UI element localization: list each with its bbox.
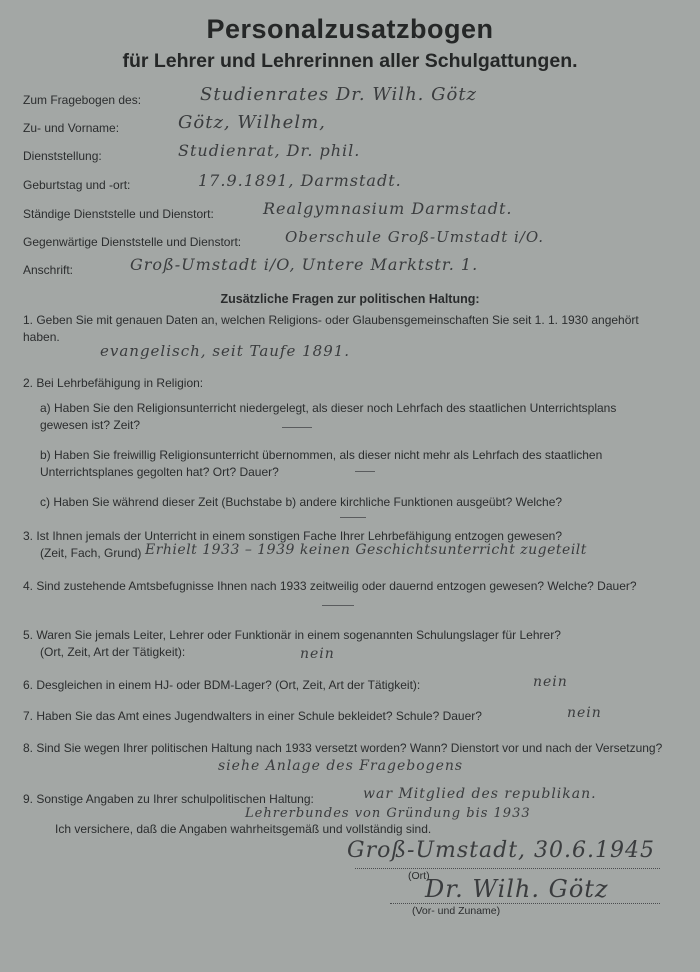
field-value-gegenwaertige-dienststelle: Oberschule Groß-Umstadt i/O.: [285, 228, 545, 246]
answer-7: nein: [567, 705, 602, 721]
field-value-anschrift: Groß-Umstadt i/O, Untere Marktstr. 1.: [130, 255, 479, 274]
answer-3: Erhielt 1933 – 1939 keinen Geschichtsunterricht zugeteilt: [145, 542, 587, 558]
field-value-staendige-dienststelle: Realgymnasium Darmstadt.: [263, 199, 513, 218]
answer-5: nein: [300, 646, 335, 662]
name-label: (Vor- und Zuname): [412, 905, 501, 917]
question-6: 6. Desgleichen in einem HJ- oder BDM-Lager? (Ort, Zeit, Art der Tätigkeit):: [23, 678, 421, 692]
question-2: 2. Bei Lehrbefähigung in Religion:: [23, 376, 204, 390]
field-label-staendige-dienststelle: Ständige Dienststelle und Dienstort:: [23, 207, 214, 221]
field-label-gegenwaertige-dienststelle: Gegenwärtige Dienststelle und Dienstort:: [23, 235, 242, 249]
answer-8: siehe Anlage des Fragebogens: [218, 758, 464, 774]
answer-9-line2: Lehrerbundes von Gründung bis 1933: [245, 806, 531, 821]
blank-dash-2c: [340, 517, 366, 518]
question-7: 7. Haben Sie das Amt eines Jugendwalters in einer Schule bekleidet? Schule? Dauer?: [23, 709, 482, 723]
question-8: 8. Sind Sie wegen Ihrer politischen Haltung nach 1933 versetzt worden? Wann? Dienstort vor und nach der Versetzung?: [23, 741, 663, 755]
blank-dash-4: [322, 605, 354, 606]
question-2a: a) Haben Sie den Religionsunterricht niedergelegt, als dieser noch Lehrfach des staatlichen Unterrichtsplans gewesen ist? Zeit?: [40, 401, 617, 432]
signature-place-date: Groß-Umstadt, 30.6.1945: [347, 838, 655, 863]
field-label-dienststellung: Dienststellung:: [23, 149, 102, 163]
blank-dash-2b: [355, 471, 375, 472]
signature-name: Dr. Wilh. Götz: [425, 875, 609, 903]
question-5: 5. Waren Sie jemals Leiter, Lehrer oder Funktionär in einem sogenannten Schulungslager für Lehrer?: [23, 628, 561, 642]
field-value-dienststellung: Studienrat, Dr. phil.: [178, 141, 361, 160]
question-9: 9. Sonstige Angaben zu Ihrer schulpolitischen Haltung:: [23, 792, 314, 806]
answer-9-line1: war Mitglied des republikan.: [363, 786, 597, 802]
question-2c: c) Haben Sie während dieser Zeit (Buchstabe b) andere kirchliche Funktionen ausgeübt? Welche?: [40, 495, 563, 509]
field-label-geburtstag: Geburtstag und -ort:: [23, 178, 131, 192]
answer-1: evangelisch, seit Taufe 1891.: [100, 342, 351, 360]
field-value-name: Götz, Wilhelm,: [178, 112, 326, 133]
field-label-anschrift: Anschrift:: [23, 263, 74, 277]
page-subtitle: für Lehrer und Lehrerinnen aller Schulgattungen.: [122, 50, 578, 72]
declaration: Ich versichere, daß die Angaben wahrheitsgemäß und vollständig sind.: [55, 822, 432, 836]
question-2b: b) Haben Sie freiwillig Religionsunterricht übernommen, als dieser nicht mehr als Lehrfach des staatlichen Unterrichtsplanes gegolten hat? Ort? Dauer?: [40, 448, 603, 479]
section-heading: Zusätzliche Fragen zur politischen Haltung:: [220, 292, 480, 306]
place-label: (Ort): [408, 870, 430, 882]
question-3: 3. Ist Ihnen jemals der Unterricht in einem sonstigen Fache Ihrer Lehrbefähigung entzogen gewesen?: [23, 529, 562, 543]
field-label-fragebogen: Zum Fragebogen des:: [23, 93, 142, 107]
question-1: 1. Geben Sie mit genauen Daten an, welchen Religions- oder Glaubensgemeinschaften Sie seit 1. 1. 1930 angehört haben.: [23, 313, 639, 344]
blank-dash-2a: [282, 427, 312, 428]
answer-6: nein: [533, 674, 568, 690]
question-5-line2: (Ort, Zeit, Art der Tätigkeit):: [40, 645, 186, 659]
page-title: Personalzusatzbogen: [206, 14, 494, 44]
field-label-name: Zu- und Vorname:: [23, 121, 120, 135]
question-4: 4. Sind zustehende Amtsbefugnisse Ihnen nach 1933 zeitweilig oder dauernd entzogen gewesen? Welche? Dauer?: [23, 579, 637, 593]
field-value-fragebogen: Studienrates Dr. Wilh. Götz: [200, 84, 478, 105]
place-line: [355, 868, 660, 869]
field-value-geburtstag: 17.9.1891, Darmstadt.: [198, 171, 402, 190]
question-3-line2: (Zeit, Fach, Grund): [40, 546, 142, 560]
name-line: [390, 903, 660, 904]
